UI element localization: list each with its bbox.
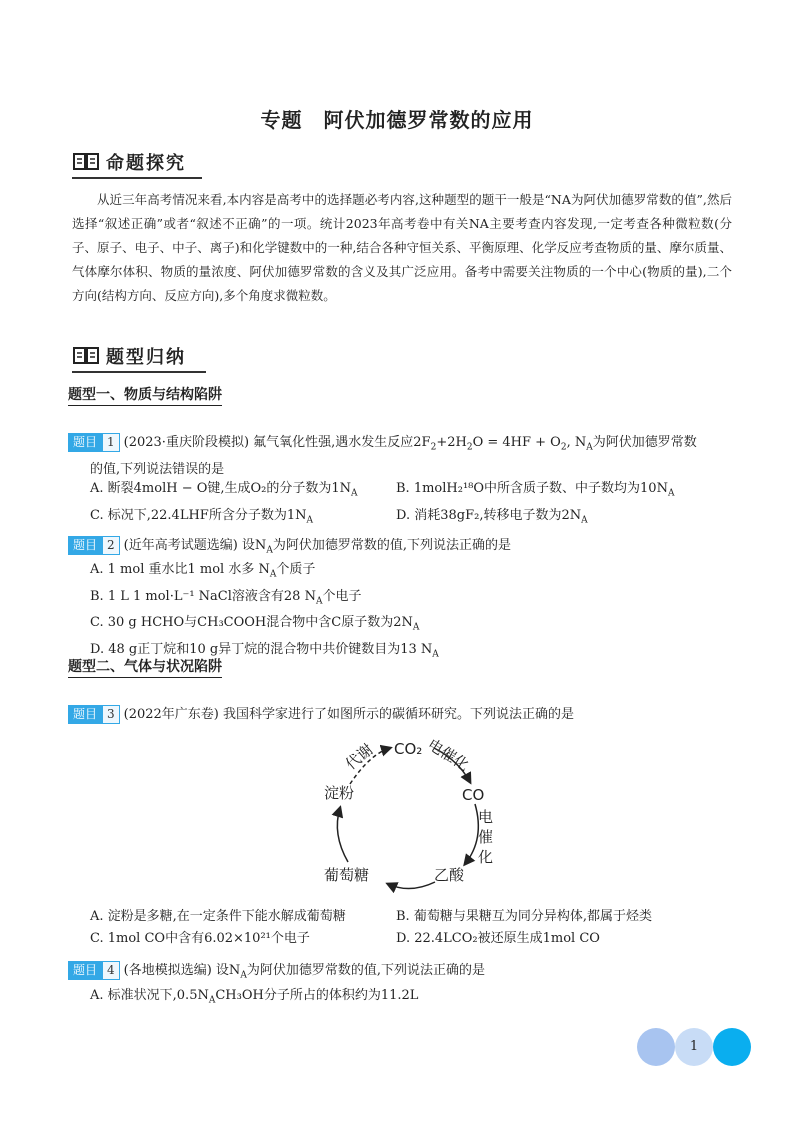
question-4: 题目 4 (各地模拟选编) 设$N_A$为阿伏加德罗常数的值,下列说法正确的是 — [68, 960, 738, 987]
section-title: 题型归纳 — [106, 347, 186, 368]
section-underline — [72, 371, 206, 373]
option-b: B. 1molH₂¹⁸O中所含质子数、中子数均为$10N_A$ — [396, 481, 675, 499]
option-c: C. 30 g HCHO与CH₃COOH混合物中含C原子数为$2N_A$ — [90, 615, 420, 633]
arrow-glucose-starch — [337, 808, 348, 862]
option-a: A. 断裂4molH − O键,生成O₂的分子数为$1N_A$ — [90, 481, 358, 499]
option-b: B. 葡萄糖与果糖互为同分异构体,都属于烃类 — [396, 909, 652, 924]
option-a: A. 1 mol 重水比1 mol 水多 $N_A$个质子 — [90, 562, 316, 580]
option-a: A. 淀粉是多糖,在一定条件下能水解成葡萄糖 — [90, 909, 346, 924]
intro-paragraph: 从近三年高考情况来看,本内容是高考中的选择题必考内容,这种题型的题干一般是“NA为阿伏加德罗常数的值”,然后选择“叙述正确”或者“叙述不正确”的一项。统计2023年高考卷中有关NA主要考查内容发现,一定考查各种微粒数(分子、原子、电子、中子、离子)和化学键数中的一种,结合各种守恒关系、平衡原理、化学反应考查物质的量、摩尔质量、气体摩尔体积、物质的量浓度、阿伏加德罗常数的含义及其广泛应用。备考中需要关注物质的一个中心(物质的量),二个方向(结构方向、反应方向),多个角度求微粒数。 — [72, 192, 732, 303]
arrow-co-acid — [465, 804, 478, 864]
q4-options — [90, 985, 740, 1012]
type-heading-1: 题型一、物质与结构陷阱 — [68, 384, 222, 406]
section-underline — [72, 177, 202, 179]
label-cat2-3: 化 — [478, 848, 494, 866]
carbon-cycle-diagram — [310, 734, 510, 894]
circle-left — [637, 1028, 675, 1066]
label-electrocatalysis-1: 电催化 — [424, 735, 473, 775]
arrow-acid-glucose — [388, 882, 435, 889]
label-glucose: 葡萄糖 — [324, 866, 370, 884]
question-1: 题目 1 (2023·重庆阶段模拟) 氟气氧化性强,遇水发生反应$2F_2+2H_2O = 4HF + O_2$, $N_A$为阿伏加德罗常数 的值,下列说法错误的是 — [68, 432, 738, 481]
question-badge: 题目 2 — [68, 536, 120, 555]
section-title: 命题探究 — [106, 153, 186, 174]
option-d: D. 消耗38gF₂,转移电子数为$2N_A$ — [396, 507, 588, 526]
option-c: C. 1mol CO中含有6.02×10²¹个电子 — [90, 931, 310, 946]
book-icon — [72, 345, 100, 367]
question-2: 题目 2 (近年高考试题选编) 设$N_A$为阿伏加德罗常数的值,下列说法正确的是 — [68, 535, 738, 562]
section-header-proposition — [72, 148, 186, 176]
question-stem-cont: 的值,下列说法错误的是 — [90, 461, 225, 477]
label-acetic-acid: 乙酸 — [434, 866, 465, 884]
question-badge: 题目 3 — [68, 705, 120, 724]
label-metabolism: 代谢 — [342, 740, 377, 774]
circle-right — [713, 1028, 751, 1066]
option-a: A. 标准状况下$,0.5N_ACH_3OH$分子所占的体积约为11.2L — [90, 988, 419, 1006]
q1-options — [90, 478, 740, 531]
type-heading-2: 题型二、气体与状况陷阱 — [68, 656, 222, 678]
option-d: D. 48 g正丁烷和10 g异丁烷的混合物中共价键数目为13 $N_A$ — [90, 641, 439, 660]
section-header-types — [72, 342, 186, 370]
option-d: D. 22.4LCO₂被还原生成1mol CO — [396, 931, 600, 946]
option-b: B. 1 L 1 mol·L⁻¹ NaCl溶液含有28 $N_A$个电子 — [90, 588, 362, 607]
book-icon — [72, 151, 100, 173]
label-cat2-1: 电 — [478, 808, 494, 826]
label-co2: CO₂ — [394, 740, 423, 758]
q3-options — [90, 906, 740, 950]
label-starch: 淀粉 — [324, 784, 355, 802]
option-c: C. 标况下,22.4LHF所含分子数为$1N_A$ — [90, 507, 313, 526]
question-badge: 题目 1 — [68, 433, 120, 452]
label-co: CO — [462, 786, 485, 804]
question-badge: 题目 4 — [68, 961, 120, 980]
page-title: 专题 阿伏加德罗常数的应用 — [260, 108, 534, 132]
page-number-decoration — [637, 1028, 753, 1068]
label-cat2-2: 催 — [478, 828, 494, 846]
q2-options — [90, 559, 740, 665]
page-number: 1 — [675, 1028, 713, 1066]
question-3: 题目 3 (2022年广东卷) 我国科学家进行了如图所示的碳循环研究。下列说法正确的是 — [68, 704, 738, 726]
